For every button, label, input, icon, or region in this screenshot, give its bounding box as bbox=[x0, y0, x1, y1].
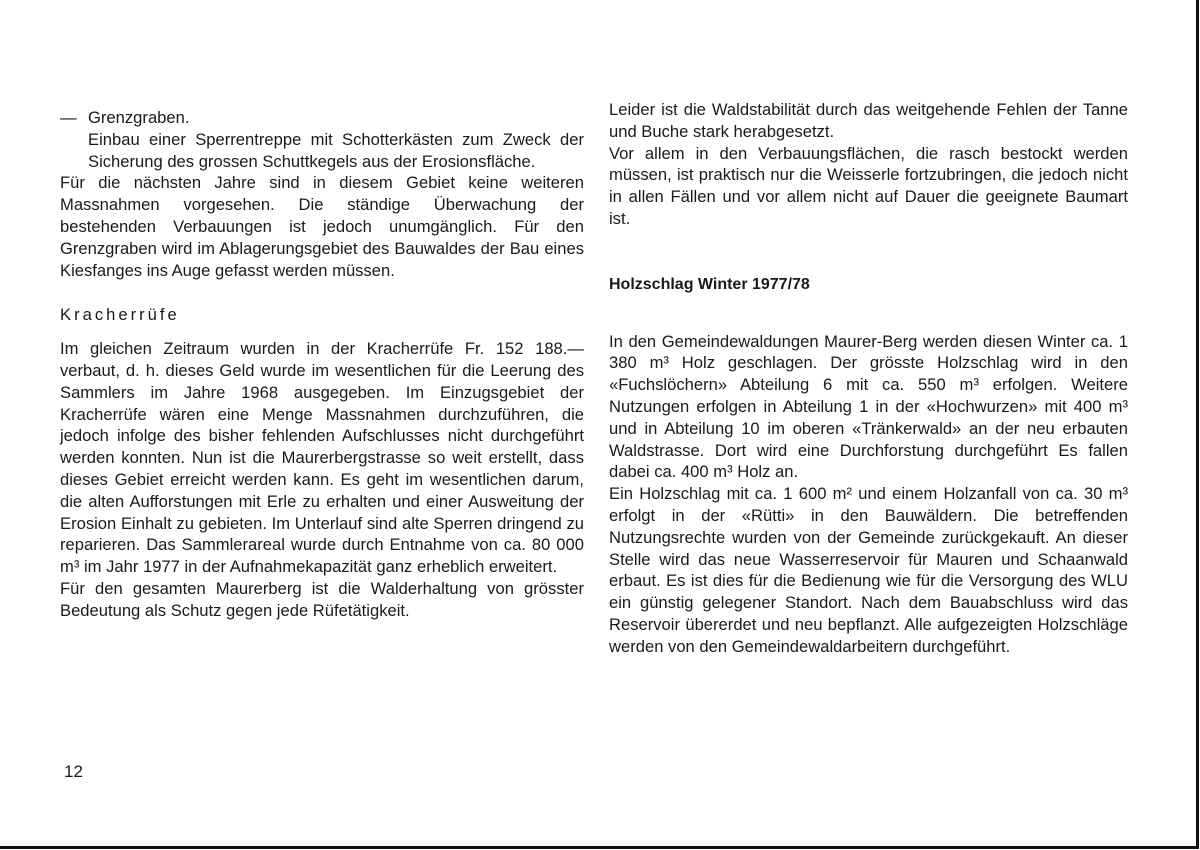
dash-item-text: Einbau einer Sperrentreppe mit Schotterkästen zum Zweck der Sicherung des grossen Schuttkegels aus der Erosionsfläche. bbox=[88, 129, 584, 171]
paragraph-waldstabilitaet: Leider ist die Waldstabilität durch das weitgehende Fehlen der Tanne und Buche stark herabgesetzt. bbox=[609, 100, 1128, 141]
dash-item-title: Grenzgraben. bbox=[88, 108, 190, 127]
left-column bbox=[60, 107, 584, 622]
em-dash-marker: — bbox=[60, 108, 77, 127]
paragraph-holzschlag-ruetti: Ein Holzschlag mit ca. 1 600 m² und einem Holzanfall von ca. 30 m³ erfolgt in der «Rütti» in den Bauwäldern. Die betreffenden Nutzungsrechte wurden von der Gemeinde zurückgekauft. An dieser Stelle wird das neue Wasserreservoir für Mauren und Schaanwald erbaut. Es ist dies für die Bedienung wie für die Versorgung des WLU ein günstig gelegener Standort. Nach dem Bauabschluss wird das Reservoir übererdet und neu bepflanzt. Alle aufgezeigten Holzschläge werden von den Gemeindewaldarbeitern durchgeführt. bbox=[609, 484, 1128, 656]
right-column bbox=[609, 99, 1128, 658]
paragraph-verbauungsflaechen: Vor allem in den Verbauungsflächen, die rasch bestockt werden müssen, ist praktisch nur die Weisserle fortzubringen, die jedoch nicht in allen Fällen und vor allem nicht auf Dauer die geeignete Baumart ist. bbox=[609, 143, 1128, 228]
page-number: 12 bbox=[64, 762, 83, 781]
paragraph-grenzgraben: Für die nächsten Jahre sind in diesem Gebiet keine weiteren Massnahmen vorgesehen. Die ständige Überwachung der bestehenden Verbauungen ist jedoch unumgänglich. Für den Grenzgraben wird im Ablagerungsgebiet des Bauwaldes der Bau eines Kiesfanges ins Auge gefasst werden müssen. bbox=[60, 173, 584, 280]
dash-list-item bbox=[60, 107, 584, 129]
section-heading-holzschlag: Holzschlag Winter 1977/78 bbox=[609, 275, 810, 293]
section-heading-kracherruefe: Kracherrüfe bbox=[60, 305, 180, 325]
paragraph-maurerberg: Für den gesamten Maurerberg ist die Walderhaltung von grösster Bedeutung als Schutz gegen jede Rüfetätigkeit. bbox=[60, 578, 584, 620]
paragraph-kracherruefe: Im gleichen Zeitraum wurden in der Kracherrüfe Fr. 152 188.— verbaut, d. h. dieses Geld wurde im wesentlichen für die Leerung des Sammlers im Jahre 1968 ausgegeben. Im Einzugsgebiet der Kracherrüfe wären eine Menge Massnahmen durchzuführen, die jedoch infolge des bisher fehlenden Aufschlusses nicht durchgeführt werden konnten. Nun ist die Maurerbergstrasse so weit erstellt, dass dieses Gebiet erreicht werden kann. Es geht im wesentlichen darum, die alten Aufforstungen mit Erle zu erhalten und einer Ausweitung der Erosion Einhalt zu gebieten. Im Unterlauf sind alte Sperren dringend zu reparieren. Das Sammlerareal wurde durch Entnahme von ca. 80 000 m³ im Jahr 1977 in der Aufnahmekapazität ganz erheblich erweitert. bbox=[60, 339, 584, 577]
paragraph-gemeindewaldungen: In den Gemeindewaldungen Maurer-Berg werden diesen Winter ca. 1 380 m³ Holz geschlagen. Der grösste Holzschlag wird in den «Fuchslöchern» Abteilung 6 mit ca. 550 m³ erfolgen. Weitere Nutzungen erfolgen in Abteilung 1 in der «Hochwurzen» mit 400 m³ und in Abteilung 10 im oberen «Tränkerwald» an der neu erbauten Waldstrasse. Dort wird eine Durchforstung durchgeführt Es fallen dabei ca. 400 m³ Holz an. bbox=[609, 331, 1128, 482]
